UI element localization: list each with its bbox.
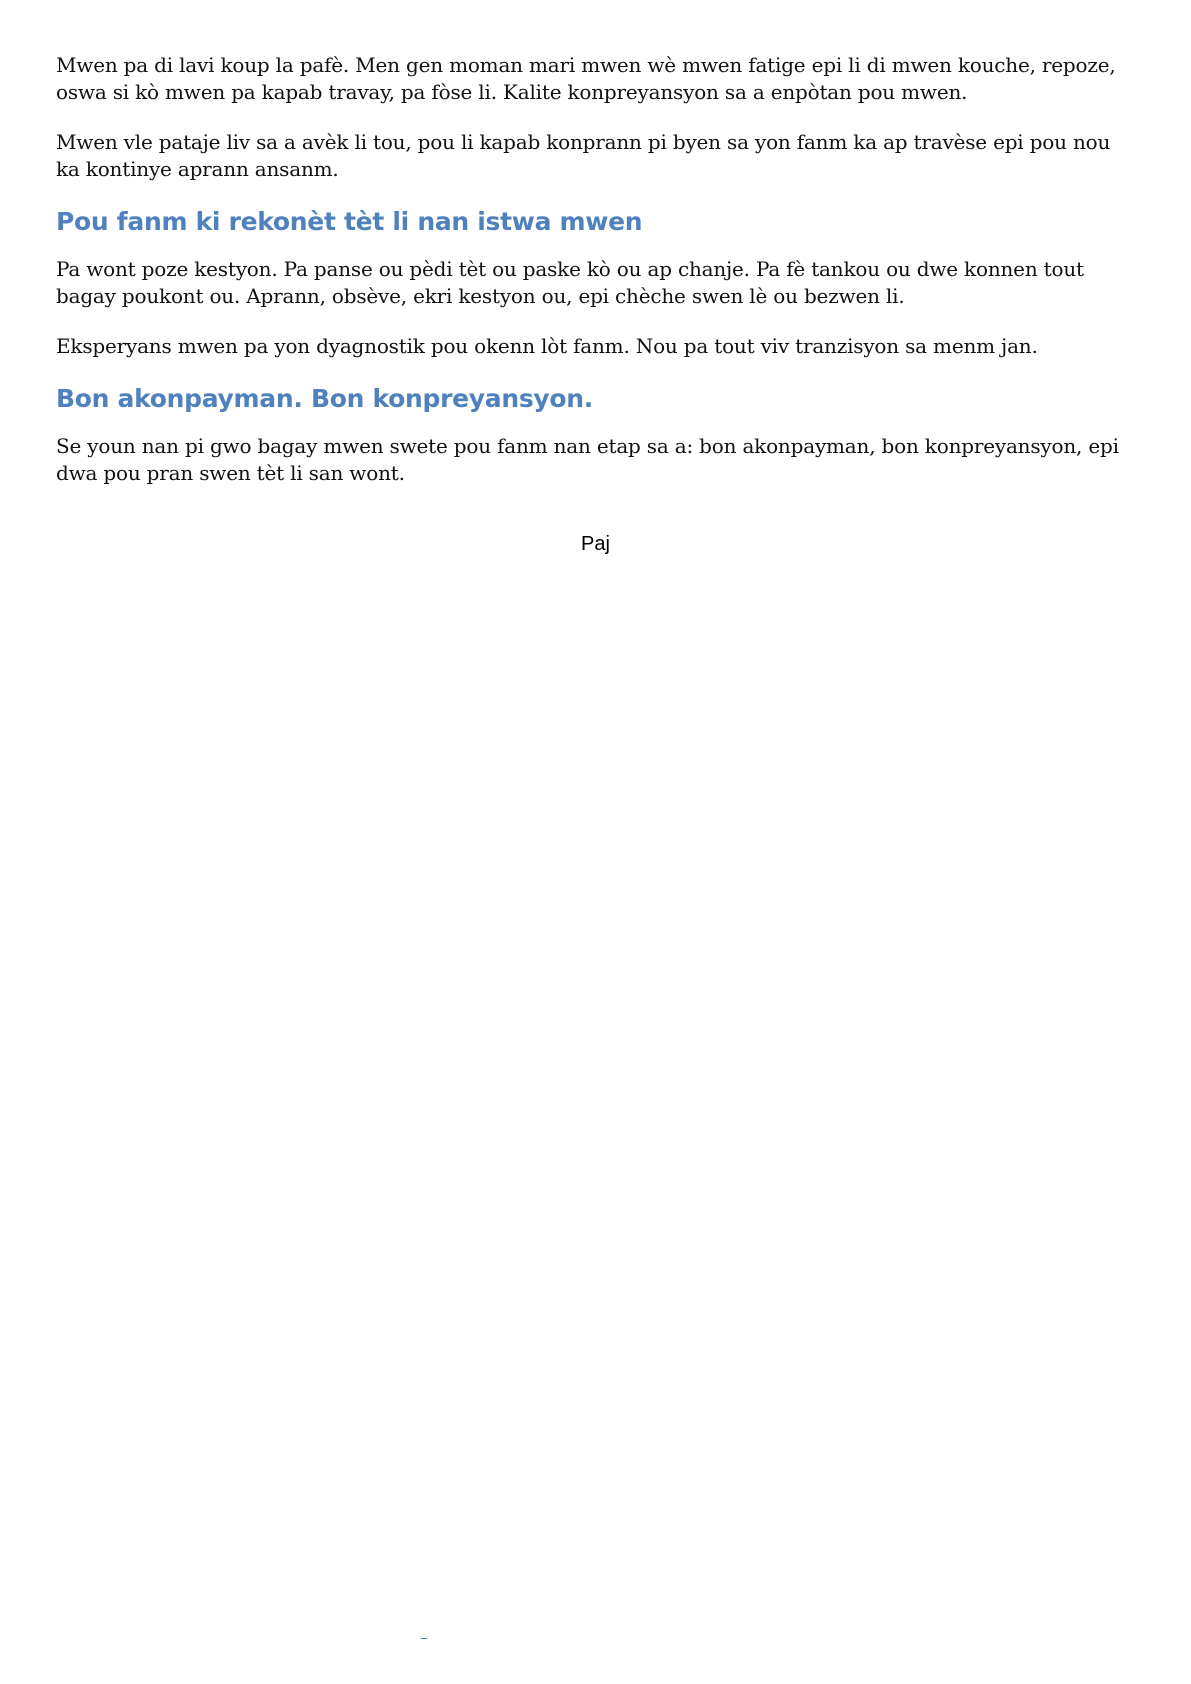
body-paragraph: Eksperyans mwen pa yon dyagnostik pou okenn lòt fanm. Nou pa tout viv tranzisyon sa menm jan. [56, 334, 1038, 358]
body-paragraph: Pa wont poze kestyon. Pa panse ou pèdi tèt ou paske kò ou ap chanje. Pa fè tankou ou dwe konnen tout bagay poukont ou. Aprann, obsève, ekri kestyon ou, epi chèche swen lè ou bezwen li. [56, 257, 1084, 308]
page-footer-label: Paj [581, 533, 610, 555]
decorative-mark [421, 1638, 427, 1639]
body-paragraph: Se youn nan pi gwo bagay mwen swete pou fanm nan etap sa a: bon akonpayman, bon konpreyansyon, epi dwa pou pran swen tèt li san wont. [56, 434, 1119, 485]
body-paragraph: Mwen vle pataje liv sa a avèk li tou, pou li kapab konprann pi byen sa yon fanm ka ap travèse epi pou nou ka kontinye aprann ansanm. [56, 130, 1111, 181]
document-body [56, 52, 1136, 510]
section-heading: Bon akonpayman. Bon konpreyansyon. [56, 384, 593, 413]
section-heading: Pou fanm ki rekonèt tèt li nan istwa mwen [56, 207, 643, 236]
body-paragraph: Mwen pa di lavi koup la pafè. Men gen moman mari mwen wè mwen fatige epi li di mwen kouche, repoze, oswa si kò mwen pa kapab travay, pa fòse li. Kalite konpreyansyon sa a enpòtan pou mwen. [56, 53, 1116, 104]
